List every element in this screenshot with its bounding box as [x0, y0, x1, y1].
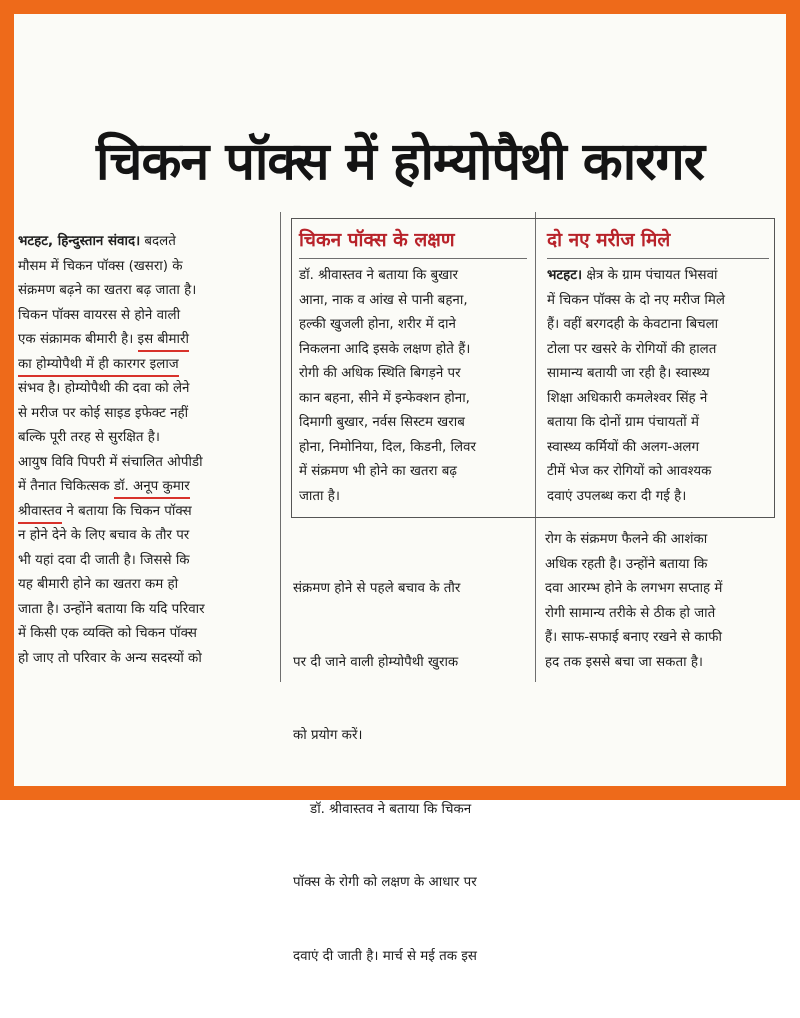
text-line: टीमें भेज कर रोगियों को आवश्यक [547, 464, 712, 479]
text-line: डॉ. श्रीवास्तव ने बताया कि बुखार [299, 268, 459, 283]
text-line: आयुष विवि पिपरी में संचालित ओपीडी [18, 454, 203, 470]
text-line: में चिकन पॉक्स के दो नए मरीज मिले [547, 292, 725, 308]
symptoms-body [299, 264, 531, 509]
text-line: हद तक इससे बचा जा सकता है। [545, 654, 703, 670]
text-line: हैं। साफ-सफाई बनाए रखने से काफी [545, 630, 722, 645]
heading-underline [299, 258, 527, 259]
text-line: चिकन पॉक्स वायरस से होने वाली [18, 307, 181, 323]
text-line: पर दी जाने वाली होम्योपैथी खुराक [293, 654, 459, 670]
article-headline: चिकन पॉक्स में होम्योपैथी कारगर [95, 132, 705, 192]
text-line: को प्रयोग करें। [293, 728, 363, 743]
text-line: में संक्रमण भी होने का खतरा बढ़ [299, 464, 457, 479]
text-line: क्षेत्र के ग्राम पंचायत भिसवां [582, 268, 718, 283]
text-line: हल्की खुजली होना, शरीर में दाने [299, 317, 456, 332]
text-line: मौसम में चिकन पॉक्स (खसरा) के [18, 258, 183, 274]
text-line: संक्रमण बढ़ने का खतरा बढ़ जाता है। [18, 283, 197, 298]
text-line: दवाएं दी जाती है। मार्च से मई तक इस [293, 948, 477, 964]
text-line: से मरीज पर कोई साइड इफेक्ट नहीं [18, 405, 189, 421]
newspaper-clipping [14, 14, 786, 964]
text-line: दवाएं उपलब्ध करा दी गई है। [547, 488, 687, 504]
new-patients-body [547, 264, 773, 509]
text-line: अधिक रहती है। उन्होंने बताया कि [545, 556, 708, 572]
text-line: जाता है। [299, 488, 340, 504]
text-line: दिमागी बुखार, नर्वस सिस्टम खराब [299, 415, 465, 430]
text-line: हो जाए तो परिवार के अन्य सदस्यों को [18, 650, 202, 666]
text-line: निकलना आदि इसके लक्षण होते हैं। [299, 341, 471, 357]
text-line: हैं। वहीं बरगदही के केवटाना बिचला [547, 317, 719, 332]
column-3-body [545, 528, 777, 675]
highlighted-text: श्रीवास्तव [18, 502, 62, 524]
text-line: डॉ. श्रीवास्तव ने बताया कि चिकन [293, 801, 472, 817]
dateline: भटहट, हिन्दुस्तान संवाद। [18, 234, 141, 249]
text-line: बदलते [140, 234, 176, 249]
text-line: शिक्षा अधिकारी कमलेश्वर सिंह ने [547, 390, 708, 406]
highlighted-text: डॉ. अनूप कुमार [114, 477, 190, 499]
text-line: बल्कि पूरी तरह से सुरक्षित है। [18, 430, 160, 445]
column-rule-left [280, 212, 281, 682]
text-line: होना, निमोनिया, दिल, किडनी, लिवर [299, 439, 476, 455]
text-line: सामान्य बतायी जा रही है। स्वास्थ्य [547, 366, 710, 381]
text-line: स्वास्थ्य कर्मियों की अलग-अलग [547, 439, 700, 455]
text-line: रोगी की अधिक स्थिति बिगड़ने पर [299, 366, 461, 381]
symptoms-heading: चिकन पॉक्स के लक्षण [299, 229, 455, 251]
dateline: भटहट। [547, 268, 583, 283]
text-line: यह बीमारी होने का खतरा कम हो [18, 577, 179, 592]
text-line: ने बताया कि चिकन पॉक्स [62, 503, 192, 519]
text-line: संभव है। होम्योपैथी की दवा को लेने [18, 381, 190, 396]
text-line: बताया कि दोनों ग्राम पंचायतों में [547, 415, 699, 430]
column-2-body [293, 528, 531, 1018]
text-line: संक्रमण होने से पहले बचाव के तौर [293, 581, 461, 596]
text-line: पॉक्स के रोगी को लक्षण के आधार पर [293, 875, 477, 890]
text-line: न होने देने के लिए बचाव के तौर पर [18, 528, 190, 543]
new-patients-heading: दो नए मरीज मिले [547, 229, 671, 251]
text-line: कान बहना, सीने में इन्फेक्शन होना, [299, 390, 470, 406]
text-line: रोगी सामान्य तरीके से ठीक हो जाते [545, 605, 716, 621]
text-line: भी यहां दवा दी जाती है। जिससे कि [18, 552, 190, 568]
text-line: आना, नाक व आंख से पानी बहना, [299, 292, 468, 308]
highlighted-text: इस बीमारी [138, 330, 189, 352]
column-1-body [18, 230, 276, 671]
highlighted-text: का होम्योपैथी में ही कारगर इलाज [18, 355, 179, 377]
text-line: में किसी एक व्यक्ति को चिकन पॉक्स [18, 626, 197, 641]
text-line: टोला पर खसरे के रोगियों की हालत [547, 341, 717, 357]
text-line: जाता है। उन्होंने बताया कि यदि परिवार [18, 601, 205, 617]
text-line: रोग के संक्रमण फैलने की आशंका [545, 532, 708, 547]
text-line: एक संक्रामक बीमारी है। [18, 332, 138, 347]
text-line: में तैनात चिकित्सक [18, 479, 114, 494]
text-line: दवा आरम्भ होने के लगभग सप्ताह में [545, 581, 723, 596]
heading-underline [547, 258, 769, 259]
